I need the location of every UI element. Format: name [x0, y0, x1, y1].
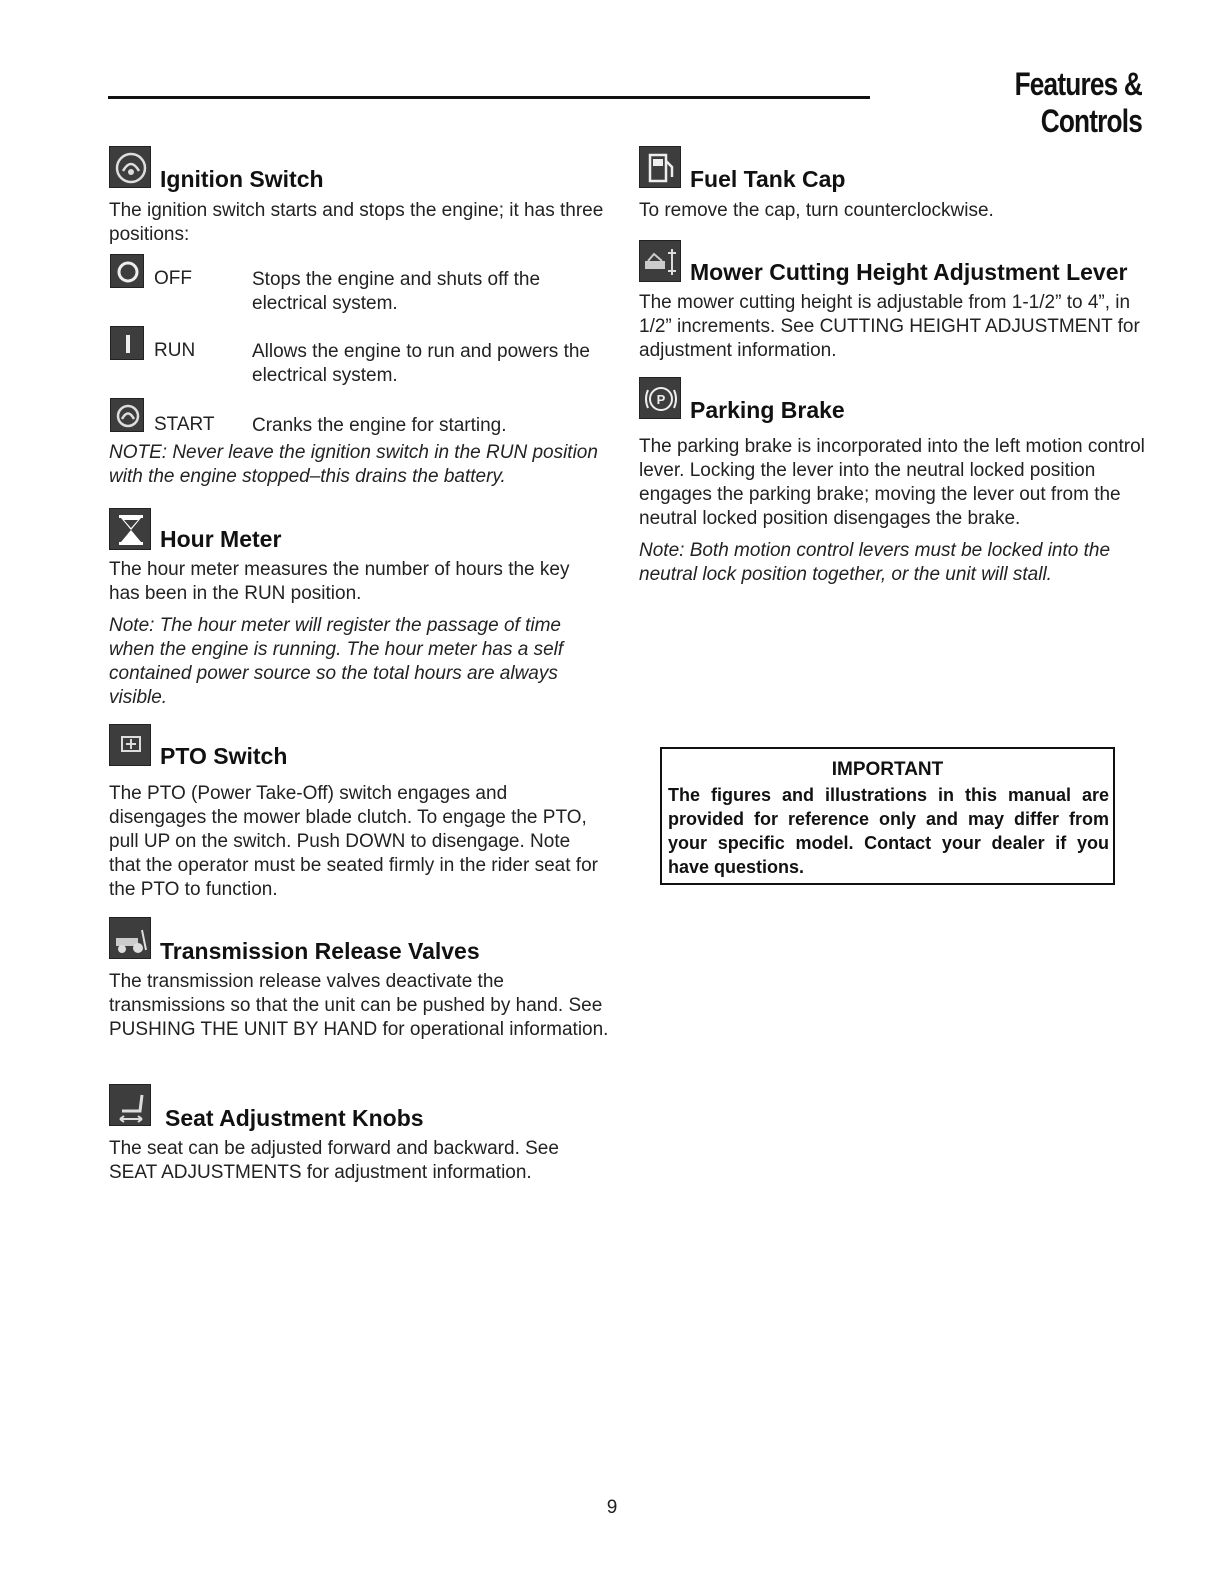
ignition-key-icon: [109, 146, 151, 188]
run-position-icon: [110, 326, 144, 360]
off-position-icon: [110, 254, 144, 288]
ignition-intro: The ignition switch starts and stops the engine; it has three positions:: [109, 200, 604, 245]
important-notice-box: [660, 747, 1115, 885]
pto-switch-body: The PTO (Power Take-Off) switch engages and disengages the mower blade clutch. To engage the PTO, pull UP on the switch. Push DOWN to disengage. Note that the operator must be seated firmly in the rider seat for the PTO to function.: [109, 783, 598, 900]
start-position-icon: [110, 398, 144, 432]
hour-meter-body: The hour meter measures the number of hours the key has been in the RUN position.: [109, 559, 570, 604]
header-rule: [108, 96, 870, 99]
important-title: IMPORTANT: [831, 759, 944, 780]
parking-brake-icon: [639, 377, 681, 419]
fuel-pump-icon: [639, 146, 681, 188]
start-description: Cranks the engine for starting.: [252, 415, 507, 436]
fuel-tank-cap-body: To remove the cap, turn counterclockwise.: [639, 200, 994, 221]
mower-height-heading: Mower Cutting Height Adjustment Lever: [690, 259, 1128, 285]
seat-adjustment-body: The seat can be adjusted forward and backward. See SEAT ADJUSTMENTS for adjustment information.: [109, 1138, 559, 1183]
parking-brake-heading: Parking Brake: [690, 397, 845, 423]
important-text: The figures and illustrations in this manual are provided for reference only and may differ from your specific model. Contact your dealer if you have questions.: [668, 785, 1109, 877]
fuel-tank-cap-heading: Fuel Tank Cap: [690, 166, 846, 192]
mower-height-icon: [639, 240, 681, 282]
run-description: Allows the engine to run and powers the electrical system.: [252, 341, 590, 386]
ignition-note: NOTE: Never leave the ignition switch in the RUN position with the engine stopped–this drains the battery.: [109, 442, 598, 487]
hour-meter-heading: Hour Meter: [160, 526, 282, 552]
hourglass-icon: [109, 508, 151, 550]
off-label: OFF: [154, 268, 192, 289]
transmission-body: The transmission release valves deactivate the transmissions so that the unit can be pushed by hand. See PUSHING THE UNIT BY HAND for operational information.: [109, 971, 609, 1040]
pto-icon: [109, 724, 151, 766]
parking-brake-note: Note: Both motion control levers must be locked into the neutral lock position together, or the unit will stall.: [639, 540, 1111, 585]
off-description: Stops the engine and shuts off the electrical system.: [252, 269, 541, 314]
tractor-icon: [109, 917, 151, 959]
svg-text:P: P: [656, 392, 666, 407]
transmission-heading: Transmission Release Valves: [160, 938, 480, 964]
hour-meter-note: Note: The hour meter will register the passage of time when the engine is running. The hour meter has a self contained power source so the total hours are always visible.: [109, 615, 564, 708]
mower-height-body: The mower cutting height is adjustable from 1-1/2” to 4”, in 1/2” increments. See CUTTING HEIGHT ADJUSTMENT for adjustment information.: [639, 292, 1140, 361]
page-title: Features & Controls: [1014, 66, 1142, 139]
parking-brake-body: The parking brake is incorporated into the left motion control lever. Locking the lever into the neutral locked position engages the parking brake; moving the lever out from the neutral locked position disengages the brake.: [639, 436, 1145, 529]
run-label: RUN: [154, 340, 196, 361]
ignition-switch-heading: Ignition Switch: [160, 166, 324, 192]
page-number: 9: [606, 1497, 618, 1518]
pto-switch-heading: PTO Switch: [160, 743, 288, 769]
seat-adjustment-heading: Seat Adjustment Knobs: [165, 1105, 424, 1131]
seat-icon: [109, 1084, 151, 1126]
start-label: START: [154, 414, 215, 435]
